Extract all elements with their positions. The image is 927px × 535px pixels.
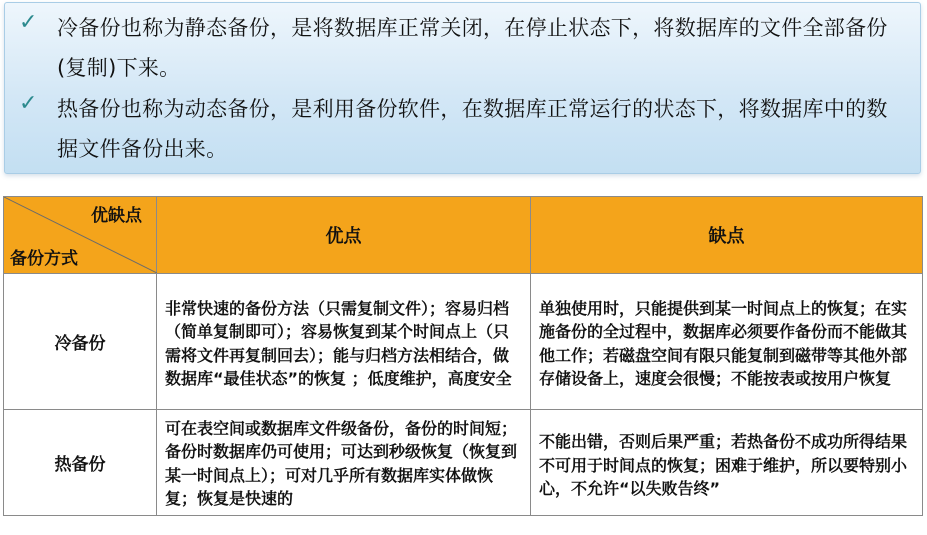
pros-cell [157,274,531,410]
bullet-text: 热备份也称为动态备份，是利用备份软件，在数据库正常运行的状态下，将数据库中的数据文件备份出来。 [57,97,888,161]
bullet-cold-backup [19,8,907,88]
checkmark-icon: ✓ [19,10,38,35]
info-box [4,2,921,174]
backup-comparison-table [3,196,923,516]
header-pros: 优点 [157,197,531,274]
header-cons: 缺点 [531,197,923,274]
bullet-hot-backup [19,89,907,169]
method-cell: 冷备份 [4,274,157,410]
cons-cell [531,274,923,410]
checkmark-icon: ✓ [19,91,38,116]
method-cell: 热备份 [4,410,157,516]
bullet-text: 冷备份也称为静态备份，是将数据库正常关闭，在停止状态下，将数据库的文件全部备份(复制)下来。 [57,16,888,80]
table-row [4,410,923,516]
header-label-pros-cons: 优缺点 [91,206,142,226]
pros-text: 可在表空间或数据库文件级备份，备份的时间短；备份时数据库仍可使用；可达到秒级恢复（恢复到某一时间点上）；可对几乎所有数据库实体做恢复；恢复是快速的 [165,418,518,508]
pros-text: 非常快速的备份方法（只需复制文件）；容易归档（简单复制即可）；容易恢复到某个时间点上（只需将文件再复制回去）；能与归档方法相结合，做数据库“最佳状态”的恢复 ；低度维护，高度安全 [165,298,512,388]
table-row [4,274,923,410]
table-header-row [4,197,923,274]
header-label-method: 备份方式 [10,249,78,269]
diagonal-header-cell [4,197,157,274]
cons-text: 单独使用时，只能提供到某一时间点上的恢复；在实施备份的全过程中，数据库必须要作备份而不能做其他工作；若磁盘空间有限只能复制到磁带等其他外部存储设备上，速度会很慢；不能按表或按用户恢复 [539,298,908,388]
pros-cell [157,410,531,516]
cons-text: 不能出错，否则后果严重；若热备份不成功所得结果不可用于时间点的恢复；困难于维护，所以要特别小心，不允许“以失败告终” [539,432,908,499]
cons-cell [531,410,923,516]
